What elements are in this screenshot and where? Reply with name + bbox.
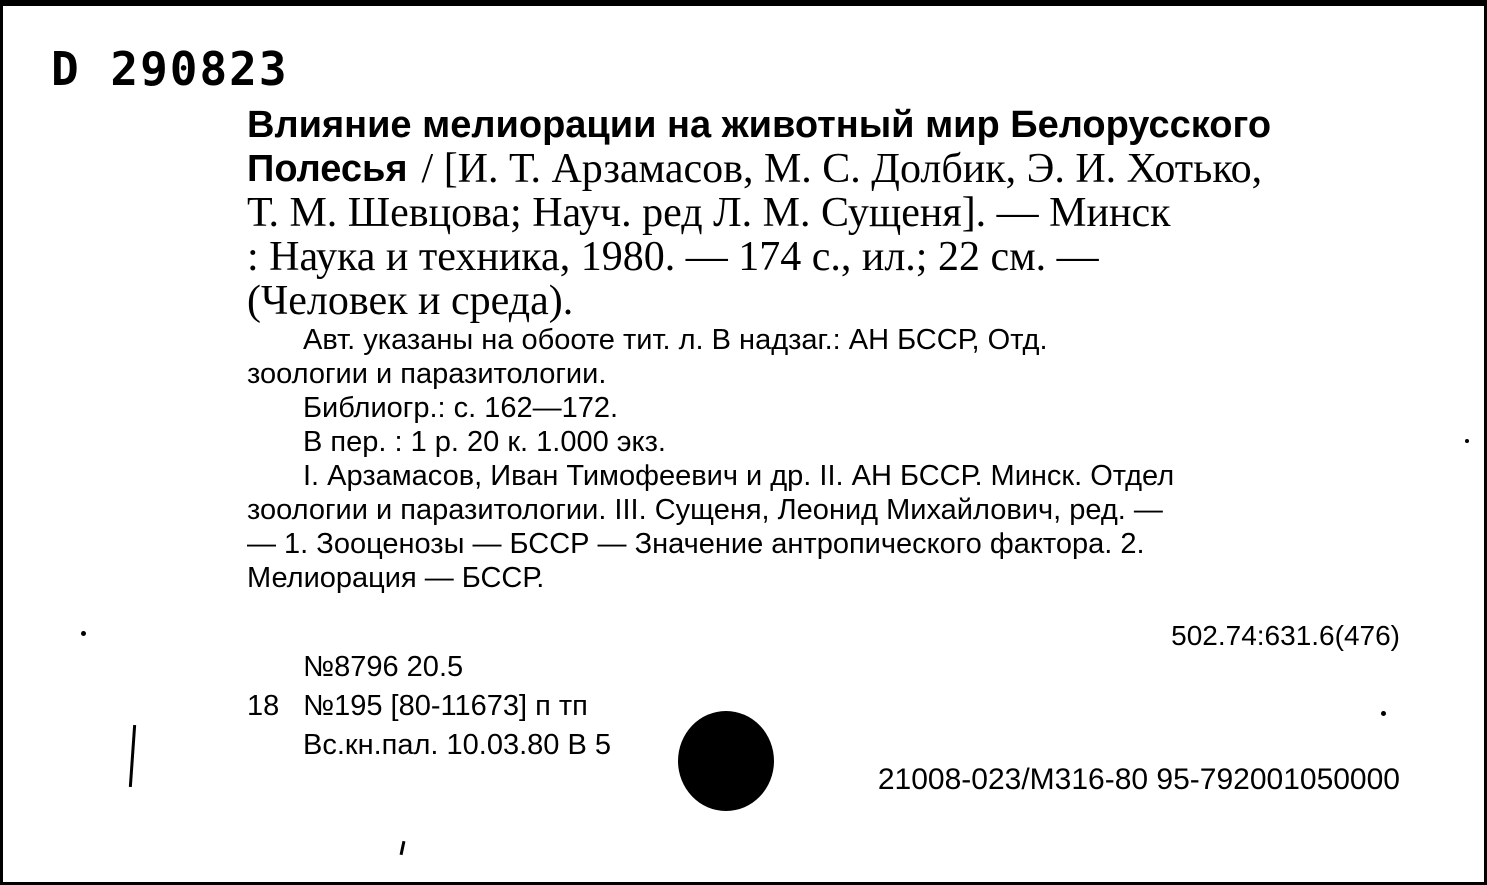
imprint-order: №195 [80-11673] п тп (303, 690, 588, 722)
note-line: Мелиорация — БССР. (247, 562, 545, 594)
authors-text: Т. М. Шевцова; Науч. ред Л. М. Сущеня]. — Минск (247, 190, 1171, 236)
scan-speck (1465, 439, 1469, 443)
note-line: Библиогр.: с. 162—172. (303, 392, 619, 424)
imprint-number: №8796 20.5 (303, 651, 464, 683)
authors-text: / [И. Т. Арзамасов, М. С. Долбик, Э. И. Хотько, (421, 146, 1263, 192)
title-line (247, 191, 1412, 235)
imprint-line (247, 687, 611, 726)
card-notes (247, 323, 1412, 595)
scan-speck (1381, 711, 1386, 716)
note-line: зоологии и паразитологии. III. Сущеня, Леонид Михайлович, ред. — (247, 494, 1163, 526)
udc-code: 502.74:631.6(476) (1171, 620, 1400, 651)
accession-number: D 290823 (51, 42, 289, 96)
note-line: I. Арзамасов, Иван Тимофеевич и др. II. АН БССР. Минск. Отдел (303, 460, 1175, 492)
imprint-date: Вс.кн.пал. 10.03.80 В 5 (303, 729, 611, 761)
title-bold-text: Полесья (247, 148, 408, 190)
note-line: В пер. : 1 р. 20 к. 1.000 экз. (303, 426, 666, 458)
imprint-line (247, 648, 611, 687)
note-line: Авт. указаны на обооте тит. л. В надзаг.: АН БССР, Отд. (303, 324, 1048, 356)
imprint-line (247, 726, 611, 765)
note-line: — 1. Зооценозы — БССР — Значение антропического фактора. 2. (247, 528, 1145, 560)
title-line (247, 279, 1412, 323)
isbn-line: 21008-023/М316-80 95-792001050000 (877, 763, 1400, 796)
punch-hole (678, 711, 774, 811)
note-line: зоологии и паразитологии. (247, 358, 607, 390)
scan-edge (3, 3, 1484, 11)
imprint-block (247, 648, 611, 765)
title-line (247, 235, 1412, 279)
series-text: (Человек и среда). (247, 278, 574, 324)
title-bold-text: Влияние мелиорации на животный мир Белорусского (247, 104, 1272, 146)
bibliographic-title (247, 103, 1412, 323)
imprint-lead: 18 (247, 690, 280, 722)
title-line (247, 103, 1412, 147)
scan-speck (81, 631, 86, 636)
scan-mark (129, 725, 136, 787)
scan-mark (400, 841, 406, 855)
title-line (247, 147, 1412, 191)
publication-text: : Наука и техника, 1980. — 174 с., ил.; 22 см. — (247, 234, 1099, 280)
